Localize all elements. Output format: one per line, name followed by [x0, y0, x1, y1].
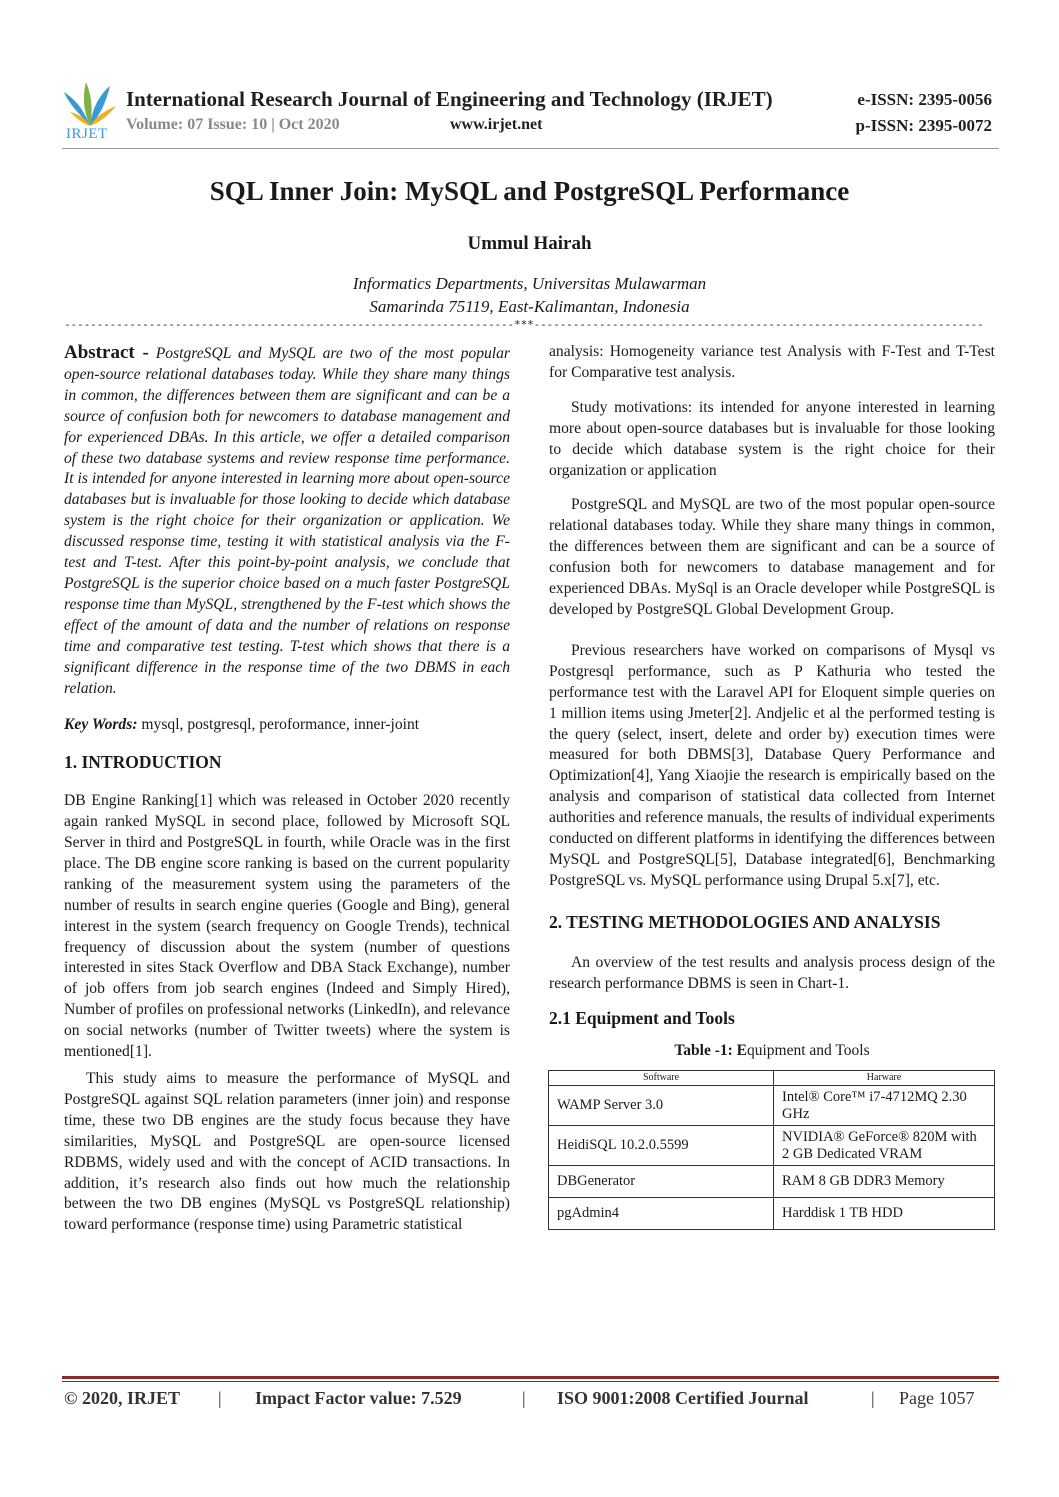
table-caption: [549, 1041, 995, 1062]
table-row: [549, 1166, 995, 1198]
section-separator: ---------------------------------------------------------------------***---------------------------------------------------------------------: [64, 318, 984, 331]
keywords: [64, 715, 510, 736]
footer-divider: |: [218, 1388, 222, 1408]
author-name: Ummul Hairah: [467, 233, 592, 254]
footer-rule-thick: [62, 1376, 999, 1379]
table-cell: RAM 8 GB DDR3 Memory: [774, 1166, 995, 1198]
table-row: [549, 1198, 995, 1230]
table-caption-bold: Table -1: E: [674, 1042, 747, 1060]
e-issn: e-ISSN: 2395-0056: [857, 90, 992, 109]
table-row: [549, 1086, 995, 1126]
header-divider: [62, 148, 999, 149]
subsection-heading-equipment: 2.1 Equipment and Tools: [549, 1008, 735, 1029]
footer-divider: |: [871, 1388, 875, 1408]
section-heading-introduction: 1. INTRODUCTION: [64, 752, 222, 773]
table-cell: DBGenerator: [549, 1166, 774, 1198]
leaf-logo-icon: [62, 78, 118, 128]
table-cell: WAMP Server 3.0: [549, 1086, 774, 1126]
table-header-hardware: Harware: [774, 1071, 995, 1086]
page-footer: [64, 1388, 994, 1412]
affiliation-line-1: Informatics Departments, Universitas Mulawarman: [352, 274, 707, 293]
table-header-row: [549, 1071, 995, 1086]
table-cell: pgAdmin4: [549, 1198, 774, 1230]
right-column: [549, 342, 995, 1230]
journal-volume: Volume: 07 Issue: 10 | Oct 2020: [126, 116, 340, 133]
journal-title: International Research Journal of Engineering and Technology (IRJET): [126, 87, 773, 111]
equipment-table: [548, 1070, 995, 1230]
table-cell: NVIDIA® GeForce® 820M with 2 GB Dedicated VRAM: [774, 1126, 995, 1166]
methodologies-paragraph: An overview of the test results and analysis process design of the research performance DBMS is seen in Chart-1.: [549, 953, 995, 992]
table-row: [549, 1126, 995, 1166]
keywords-text: mysql, postgresql, peroformance, inner-joint: [141, 716, 420, 734]
keywords-colon: :: [132, 716, 138, 734]
table-cell: Harddisk 1 TB HDD: [774, 1198, 995, 1230]
paper-title: SQL Inner Join: MySQL and PostgreSQL Performance: [209, 176, 850, 206]
p-issn: p-ISSN: 2395-0072: [855, 116, 992, 135]
intro-paragraph-2-continued: analysis: Homogeneity variance test Analysis with F-Test and T-Test for Comparative test analysis.: [549, 343, 995, 381]
journal-website: www.irjet.net: [450, 116, 543, 133]
table-caption-rest: quipment and Tools: [747, 1042, 870, 1060]
intro-paragraph-1: DB Engine Ranking[1] which was released in October 2020 recently again ranked MySQL in second place, followed by Microsoft SQL Server in third and PostgreSQL in fourth, while Oracle was in the first place. The DB engine score ranking is based on the current popularity ranking of the measurement system using the parameters of the number of results in search engine queries (Google and Bing), general interest in the system (search frequency on Google Trends), technical frequency of discussion about the system (number of questions interested in sites Stack Overflow and DBA Stack Exchange), number of job offers from job search engines (Indeed and Simply Hired), Number of profiles on professional networks (LinkedIn), and relevance on social networks (number of Twitter tweets) where the system is mentioned[1].: [64, 792, 510, 1061]
table-cell: HeidiSQL 10.2.0.5599: [549, 1126, 774, 1166]
intro-paragraph-5: Previous researchers have worked on comparisons of Mysql vs Postgresql performance, such as P Kathuria who tested the performance test with the Laravel API for Eloquent simple queries on 1 million items using Jmeter[2]. Andjelic et al the performed testing is the query (select, insert, delete and order by) execution times were measured for both DBMS[3], Database Query Performance and Optimization[4], Yang Xiaojie the research is empirically based on the analysis and comparison of statistical data collected from Internet authorities and reference manuals, the results of individual experiments conducted on different platforms in identifying the differences between MySQL and PostgreSQL[5], Database integrated[6], Benchmarking PostgreSQL vs. MySQL performance using Drupal 5.x[7], etc.: [549, 641, 995, 889]
left-column: [64, 343, 510, 1236]
keywords-label: Key Words: [64, 716, 133, 734]
table-header-software: Software: [549, 1071, 774, 1086]
abstract-label: Abstract -: [64, 342, 149, 363]
footer-divider: |: [522, 1388, 526, 1408]
intro-paragraph-3: Study motivations: its intended for anyone interested in learning more about open-source databases but is invaluable for those looking to decide which database system is the right choice for their organization or application: [549, 398, 995, 479]
footer-page-number: Page 1057: [899, 1388, 975, 1408]
irjet-logo: [62, 78, 118, 144]
table-cell: Intel® Core™ i7-4712MQ 2.30 GHz: [774, 1086, 995, 1126]
section-heading-methodologies: 2. TESTING METHODOLOGIES AND ANALYSIS: [549, 911, 941, 932]
abstract-text: PostgreSQL and MySQL are two of the most popular open-source relational databases today. While they share many things in common, the differences between them are significant and can be a source of confusion both for newcomers to database management and for experienced DBAs. In this article, we offer a detailed comparison of these two database systems and review response time performance. It is intended for anyone interested in learning more about open-source databases but is invaluable for those looking to decide which database system is the right choice for their organization or application. We discussed response time, testing it with statistical analysis via the F-test and T-test. After this point-by-point analysis, we conclude that PostgreSQL is the superior choice based on a much faster PostgreSQL response time than MySQL, strengthened by the F-test which shows the effect of the amount of data and the number of relations on response time and comparative test testing. T-test which shows that there is a significant difference in the response time of the two DBMS in each relation.: [64, 345, 510, 697]
footer-copyright: © 2020, IRJET: [64, 1388, 180, 1408]
intro-paragraph-4: PostgreSQL and MySQL are two of the most popular open-source relational databases today. While they share many things in common, the differences between them are significant and can be a source of confusion both for newcomers to database management and for experienced DBAs. MySql is an Oracle developer while PostgreSQL is developed by PostgreSQL Global Development Group.: [549, 496, 995, 618]
intro-paragraph-2: This study aims to measure the performance of MySQL and PostgreSQL against SQL relation parameters (inner join) and response time, these two DB engines are the study focus because they have similarities, MySQL and PostgreSQL are open-source licensed RDBMS, widely used and with the concept of ACID transactions. In addition, it’s research also finds out how much the relationship between the two DB engines (MySQL vs PostgreSQL relationship) toward performance (response time) using Parametric statistical: [64, 1070, 510, 1234]
footer-rule-thin: [62, 1381, 999, 1382]
abstract: [64, 343, 510, 699]
footer-impact-factor: Impact Factor value: 7.529: [255, 1388, 462, 1408]
affiliation-line-2: Samarinda 75119, East-Kalimantan, Indonesia: [369, 297, 690, 316]
journal-header: [62, 78, 998, 148]
logo-text: IRJET: [66, 126, 108, 142]
footer-iso: ISO 9001:2008 Certified Journal: [557, 1388, 809, 1408]
